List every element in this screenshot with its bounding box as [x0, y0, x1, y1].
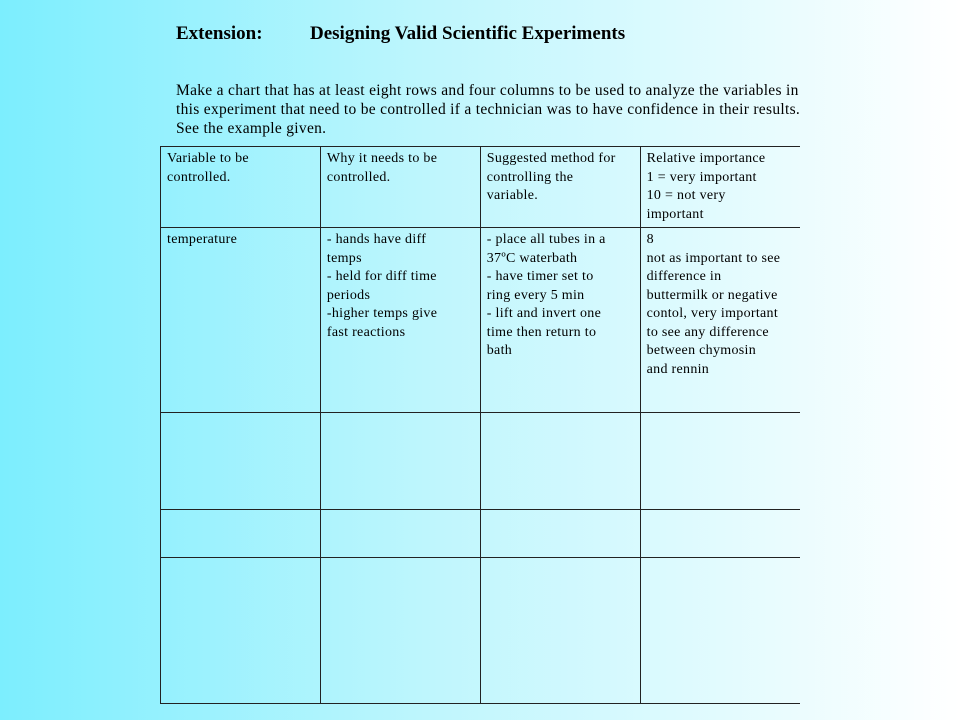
table-cell	[161, 510, 321, 558]
table-cell	[480, 413, 640, 510]
table-cell	[480, 558, 640, 704]
header-cell-variable: Variable to be controlled.	[161, 147, 321, 228]
table-row	[161, 228, 801, 413]
header-cell-importance: Relative importance 1 = very important 10 = not very important	[640, 147, 800, 228]
title-label: Extension:	[176, 23, 263, 44]
table-cell	[320, 413, 480, 510]
table-cell	[480, 510, 640, 558]
instructions-text: Make a chart that has at least eight rows and four columns to be used to analyze the variables in this experiment that need to be controlled if a technician was to have confidence in their results. See the example given.	[176, 82, 801, 137]
table-cell: - place all tubes in a 37ºC waterbath - have timer set to ring every 5 min - lift and invert one time then return to bath	[480, 228, 640, 413]
table-cell: temperature	[161, 228, 321, 413]
table-cell	[640, 558, 800, 704]
variables-chart	[160, 146, 800, 704]
title-text: Designing Valid Scientific Experiments	[310, 23, 626, 44]
header-cell-method: Suggested method for controlling the variable.	[480, 147, 640, 228]
header-row	[161, 147, 801, 228]
table-row	[161, 413, 801, 510]
table-cell	[320, 558, 480, 704]
table-cell: - hands have diff temps - held for diff time periods -higher temps give fast reactions	[320, 228, 480, 413]
table-cell	[640, 413, 800, 510]
table-cell	[320, 510, 480, 558]
header-cell-why: Why it needs to be controlled.	[320, 147, 480, 228]
table-row	[161, 558, 801, 704]
table-cell	[640, 510, 800, 558]
table-row	[161, 510, 801, 558]
table-cell: 8 not as important to see difference in buttermilk or negative contol, very important to see any difference between chymosin and rennin	[640, 228, 800, 413]
table-cell	[161, 558, 321, 704]
table-cell	[161, 413, 321, 510]
